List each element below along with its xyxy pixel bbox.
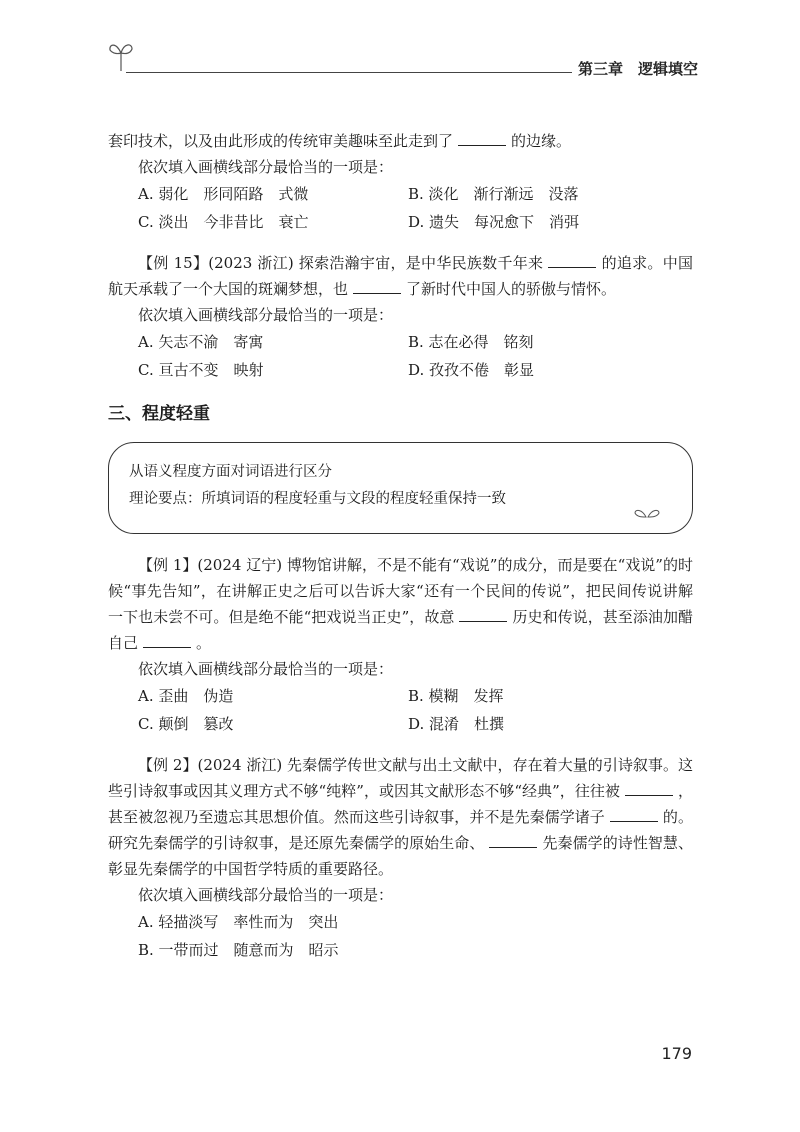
option-d: D. 混淆 杜撰 [408, 715, 505, 733]
header-rule [126, 72, 572, 73]
option-c: C. 颠倒 篡改 [138, 715, 234, 733]
example-15-paragraph: 【例 15】(2023 浙江) 探索浩瀚宇宙，是中华民族数千年来 的追求。中国航天承载了一个大国的斑斓梦想，也 了新时代中国人的骄傲与情怀。 [108, 254, 693, 298]
option-a: A. 轻描淡写 率性而为 突出 [138, 913, 339, 931]
example-1-paragraph: 【例 1】(2024 辽宁) 博物馆讲解，不是不能有“戏说”的成分，而是要在“戏说”的时候“事先告知”，在讲解正史之后可以告诉大家“还有一个民间的传说”，把民间传说讲解一下也未尝不可。但是绝不能“把戏说当正史”，故意 历史和传说，甚至添油加醋自己 。 [108, 556, 693, 652]
section-heading: 三、程度轻重 [108, 404, 210, 424]
option-b: B. 一带而过 随意而为 昭示 [138, 941, 339, 959]
option-a: A. 弱化 形同陌路 式微 [138, 185, 309, 203]
option-b: B. 模糊 发挥 [408, 687, 504, 705]
key-point-box [108, 442, 693, 534]
options-grid [108, 180, 693, 236]
chapter-title: 第三章 逻辑填空 [577, 60, 698, 78]
option-a: A. 歪曲 伪造 [138, 687, 234, 705]
option-a: A. 矢志不渝 寄寓 [138, 333, 264, 351]
question-prompt: 依次填入画横线部分最恰当的一项是： [138, 306, 394, 324]
option-b: B. 志在必得 铭刻 [408, 333, 534, 351]
fill-blank [625, 781, 673, 796]
fill-blank [548, 253, 596, 268]
page-header [108, 38, 698, 78]
sprout-icon [108, 38, 134, 76]
example-2-paragraph: 【例 2】(2024 浙江) 先秦儒学传世文献与出土文献中，存在着大量的引诗叙事。这些引诗叙事或因其义理方式不够“纯粹”，或因其文献形态不够“经典”，往往被 ，甚至被忽视乃至遗忘其思想价值。然而这些引诗叙事，并不是先秦儒学诸子 的。研究先秦儒学的引诗叙事，是还原先秦儒学的原始生命、 先秦儒学的诗性智慧、彰显先秦儒学的中国哲学特质的重要路径。 [108, 756, 693, 878]
continuation-paragraph: 套印技术，以及由此形成的传统审美趣味至此走到了 的边缘。 [108, 132, 572, 150]
fill-blank [143, 633, 191, 648]
fill-blank [458, 131, 506, 146]
options-grid [108, 682, 693, 738]
option-d: D. 孜孜不倦 彰显 [408, 361, 535, 379]
question-prompt: 依次填入画横线部分最恰当的一项是： [138, 158, 394, 176]
page-number: 179 [661, 1044, 692, 1063]
option-b: B. 淡化 渐行渐远 没落 [408, 185, 579, 203]
leaf-icon [634, 502, 660, 529]
option-c: C. 淡出 今非昔比 衰亡 [138, 213, 309, 231]
question-prompt: 依次填入画横线部分最恰当的一项是： [138, 886, 394, 904]
box-line-2: 理论要点：所填词语的程度轻重与文段的程度轻重保持一致 [129, 491, 506, 507]
options-grid [108, 328, 693, 384]
question-prompt: 依次填入画横线部分最恰当的一项是： [138, 660, 394, 678]
fill-blank [459, 607, 507, 622]
option-c: C. 亘古不变 映射 [138, 361, 264, 379]
fill-blank [353, 279, 401, 294]
option-d: D. 遗失 每况愈下 消弭 [408, 213, 580, 231]
fill-blank [489, 833, 537, 848]
fill-blank [610, 807, 658, 822]
box-line-1: 从语义程度方面对词语进行区分 [129, 464, 332, 480]
page-content [108, 128, 693, 964]
options-grid [108, 908, 693, 964]
